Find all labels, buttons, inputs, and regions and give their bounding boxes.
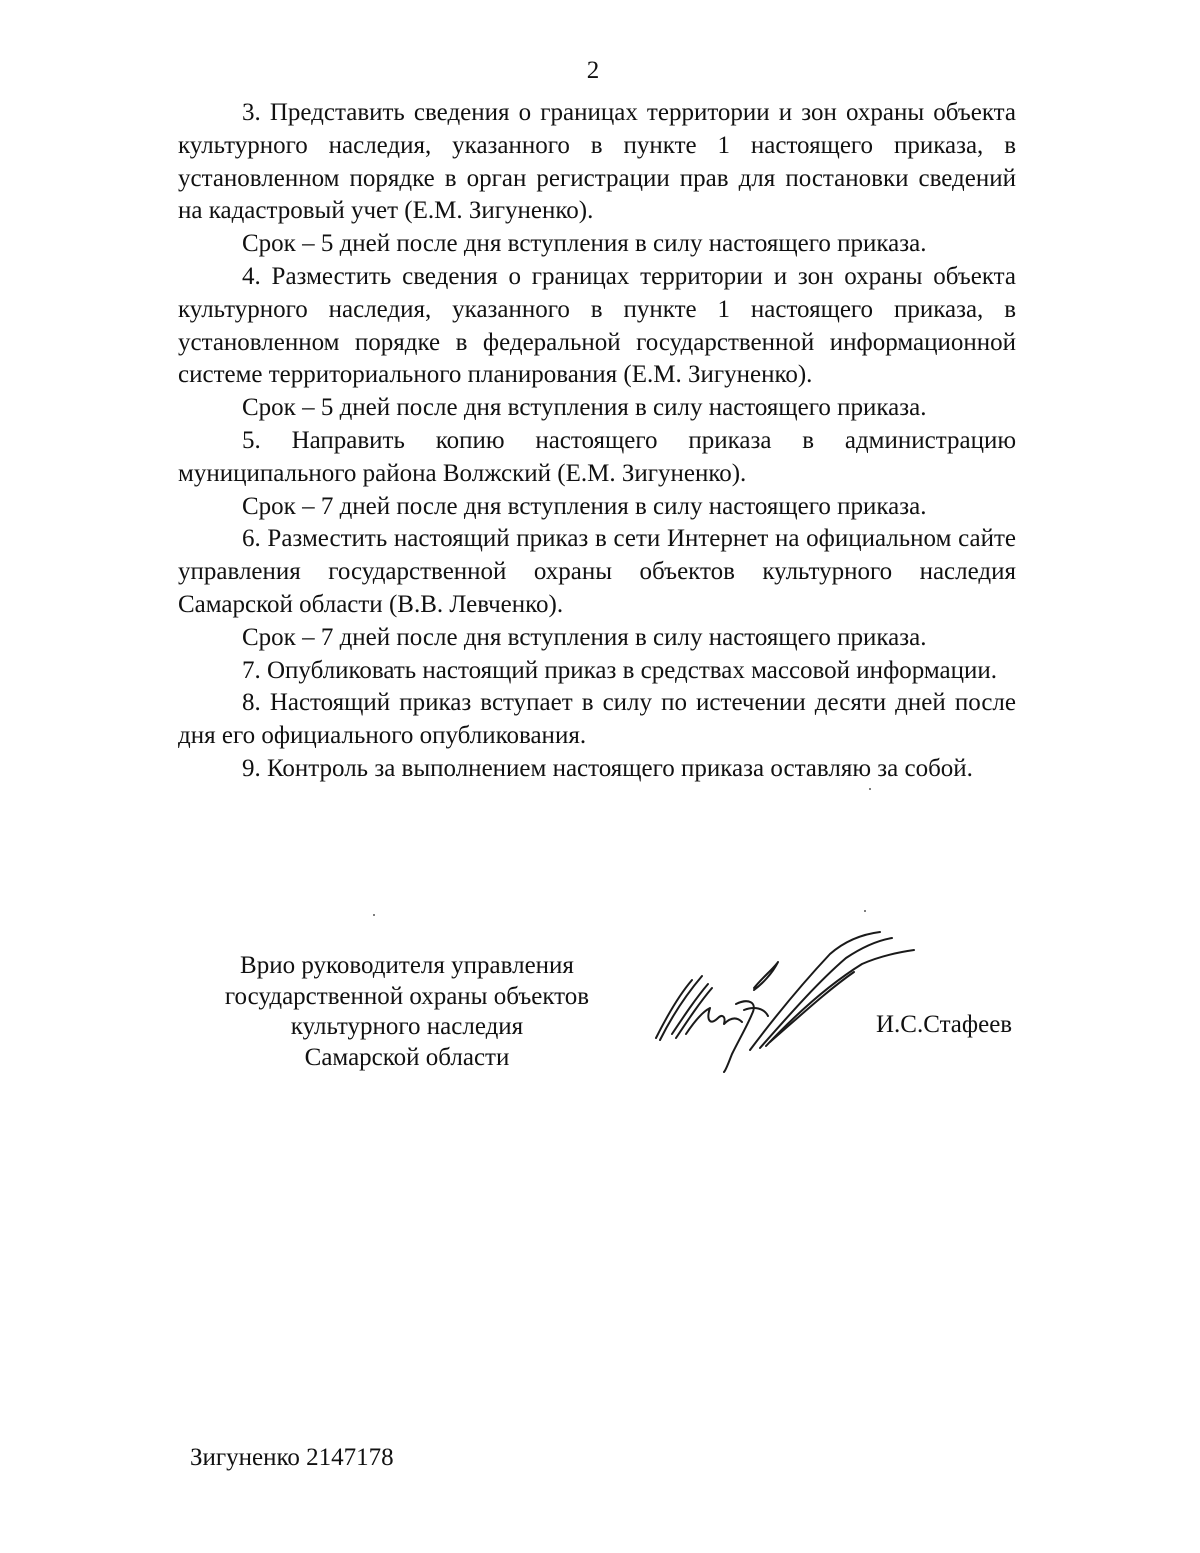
document-body xyxy=(178,97,1016,786)
paragraph-item-8: 8. Настоящий приказ вступает в силу по истечении десяти дней после дня его официального опубликования. xyxy=(178,689,1016,750)
signatory-position xyxy=(203,951,611,1073)
signatory-position-line: культурного наследия xyxy=(290,1013,524,1040)
signatory-position-line: Врио руководителя управления xyxy=(240,952,574,979)
deadline-item-6: Срок – 7 дней после дня вступления в силу настоящего приказа. xyxy=(242,623,927,651)
paragraph-item-6: 6. Разместить настоящий приказ в сети Интернет на официальном сайте управления государственной охраны объектов культурного наследия Самарской области (В.В. Левченко). xyxy=(178,525,1016,618)
deadline-item-4: Срок – 5 дней после дня вступления в силу настоящего приказа. xyxy=(242,394,927,422)
handwritten-signature xyxy=(650,930,925,1075)
paragraph-item-7: 7. Опубликовать настоящий приказ в средствах массовой информации. xyxy=(242,656,998,684)
scan-speck xyxy=(869,788,871,790)
paragraph-item-3: 3. Представить сведения о границах территории и зон охраны объекта культурного наследия, указанного в пункте 1 настоящего приказа, в установленном порядке в орган регистрации прав для постановки сведений на кадастровый учет (Е.М. Зигуненко). xyxy=(178,99,1016,225)
scan-speck xyxy=(864,910,866,912)
scan-speck xyxy=(373,914,375,916)
paragraph-item-4: 4. Разместить сведения о границах территории и зон охраны объекта культурного наследия, указанного в пункте 1 настоящего приказа, в установленном порядке в федеральной государственной информационной системе территориального планирования (Е.М. Зигуненко). xyxy=(178,262,1016,389)
signatory-position-line: Самарской области xyxy=(304,1043,510,1071)
deadline-item-5: Срок – 7 дней после дня вступления в силу настоящего приказа. xyxy=(242,492,927,520)
executor-note: Зигуненко 2147178 xyxy=(190,1444,394,1471)
page-number: 2 xyxy=(586,57,600,84)
paragraph-item-9: 9. Контроль за выполнением настоящего приказа оставляю за собой. xyxy=(242,754,973,782)
signer-name: И.С.Стафеев xyxy=(876,1011,1013,1038)
deadline-item-3: Срок – 5 дней после дня вступления в силу настоящего приказа. xyxy=(242,230,927,258)
paragraph-item-5: 5. Направить копию настоящего приказа в администрацию муниципального района Волжский (Е.М. Зигуненко). xyxy=(178,426,1016,487)
signatory-position-line: государственной охраны объектов xyxy=(224,982,590,1010)
